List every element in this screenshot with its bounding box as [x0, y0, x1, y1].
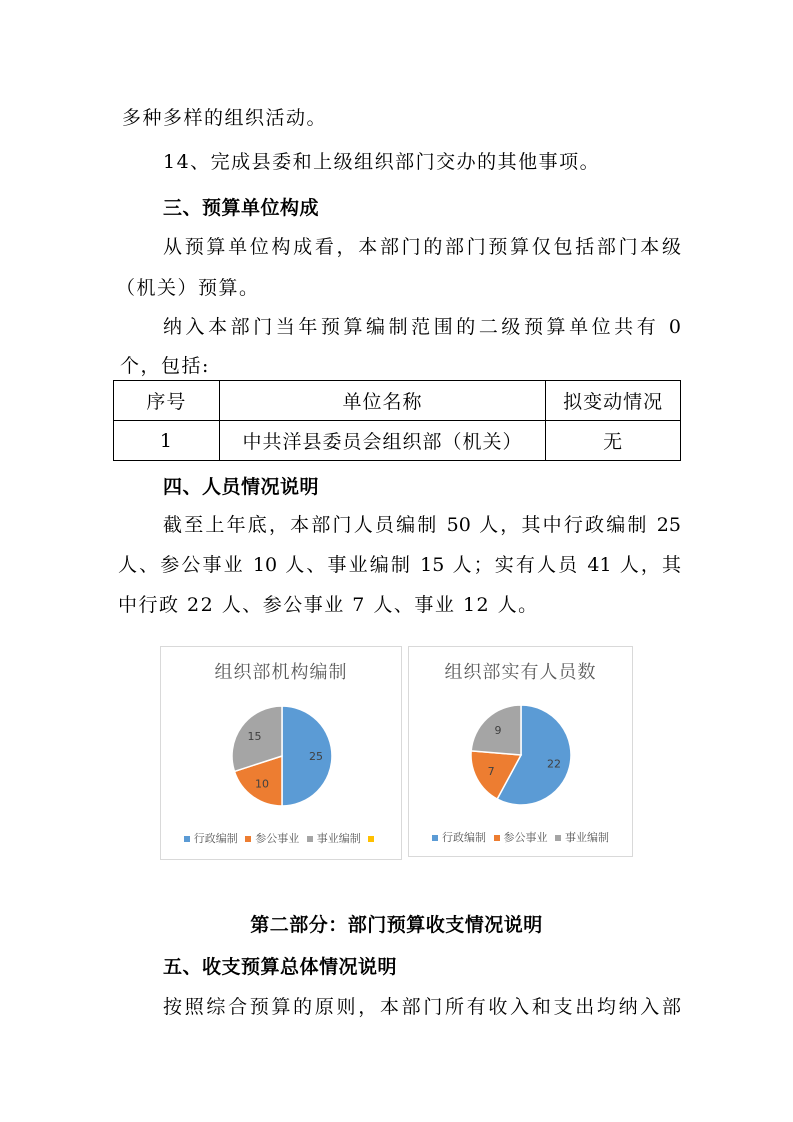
pie-chart-actual-staff	[409, 647, 632, 856]
paragraph-staff-line3: 中行政 22 人、参公事业 7 人、事业 12 人。	[118, 594, 539, 616]
pie-data-label: 7	[487, 765, 495, 779]
legend-label: 事业编制	[565, 831, 609, 844]
legend-swatch	[432, 835, 438, 841]
legend-swatch	[245, 836, 251, 842]
table-header-cell: 序号	[114, 381, 220, 421]
section-heading-5: 五、收支预算总体情况说明	[163, 956, 398, 978]
legend-label: 行政编制	[442, 831, 486, 844]
pie-data-label: 15	[247, 730, 262, 744]
paragraph-budget-overview-line1: 按照综合预算的原则，本部门所有收入和支出均纳入部	[163, 996, 681, 1018]
legend-swatch	[184, 836, 190, 842]
pie-data-label: 22	[546, 757, 561, 771]
legend-item	[307, 830, 361, 846]
part-two-title: 第二部分：部门预算收支情况说明	[250, 914, 543, 936]
pie-data-label: 25	[309, 750, 323, 763]
legend-swatch	[555, 835, 561, 841]
legend-item	[432, 829, 486, 845]
legend-item	[245, 830, 299, 846]
paragraph-continuation: 多种多样的组织活动。	[122, 107, 328, 129]
legend-label: 事业编制	[316, 832, 361, 845]
legend-item	[368, 832, 378, 845]
legend-item	[555, 829, 609, 845]
table-header-cell: 拟变动情况	[546, 381, 681, 421]
paragraph-budget-units-line2: （机关）预算。	[116, 277, 260, 299]
paragraph-item-14: 14、完成县委和上级组织部门交办的其他事项。	[163, 151, 601, 173]
pie-data-label: 9	[494, 723, 502, 737]
paragraph-staff-line2: 人、参公事业 10 人、事业编制 15 人；实有人员 41 人，其	[118, 554, 681, 576]
chart-title: 组织部机构编制	[214, 662, 348, 683]
legend-label: 参公事业	[503, 831, 548, 844]
legend-label: 参公事业	[255, 832, 300, 845]
pie-chart-establishment	[161, 647, 401, 859]
table-row	[114, 421, 681, 461]
legend-item	[184, 830, 238, 846]
chart-legend	[161, 830, 401, 846]
legend-label: 行政编制	[193, 832, 238, 845]
paragraph-secondary-units-line2: 个，包括:	[120, 355, 210, 377]
paragraph-staff-line1: 截至上年底，本部门人员编制 50 人，其中行政编制 25	[163, 514, 681, 536]
table-cell: 中共洋县委员会组织部（机关）	[219, 421, 545, 461]
table-header-row	[114, 381, 681, 421]
chart-title: 组织部实有人员数	[444, 662, 597, 683]
chart-actual-staff	[408, 646, 633, 857]
legend-swatch	[307, 836, 313, 842]
pie-data-label: 10	[255, 777, 270, 791]
paragraph-budget-units-line1: 从预算单位构成看，本部门的部门预算仅包括部门本级	[163, 236, 681, 258]
legend-item	[494, 829, 548, 845]
pie-slice-1	[282, 706, 332, 806]
chart-establishment	[160, 646, 402, 860]
table-cell: 1	[114, 421, 220, 461]
section-heading-4: 四、人员情况说明	[163, 476, 320, 498]
section-heading-3: 三、预算单位构成	[163, 197, 320, 219]
table-cell: 无	[546, 421, 681, 461]
chart-legend	[409, 829, 632, 845]
table-header-cell: 单位名称	[219, 381, 545, 421]
paragraph-secondary-units-line1: 纳入本部门当年预算编制范围的二级预算单位共有 0	[163, 316, 681, 338]
legend-swatch	[368, 836, 374, 842]
budget-units-table	[113, 380, 681, 461]
legend-swatch	[494, 835, 500, 841]
